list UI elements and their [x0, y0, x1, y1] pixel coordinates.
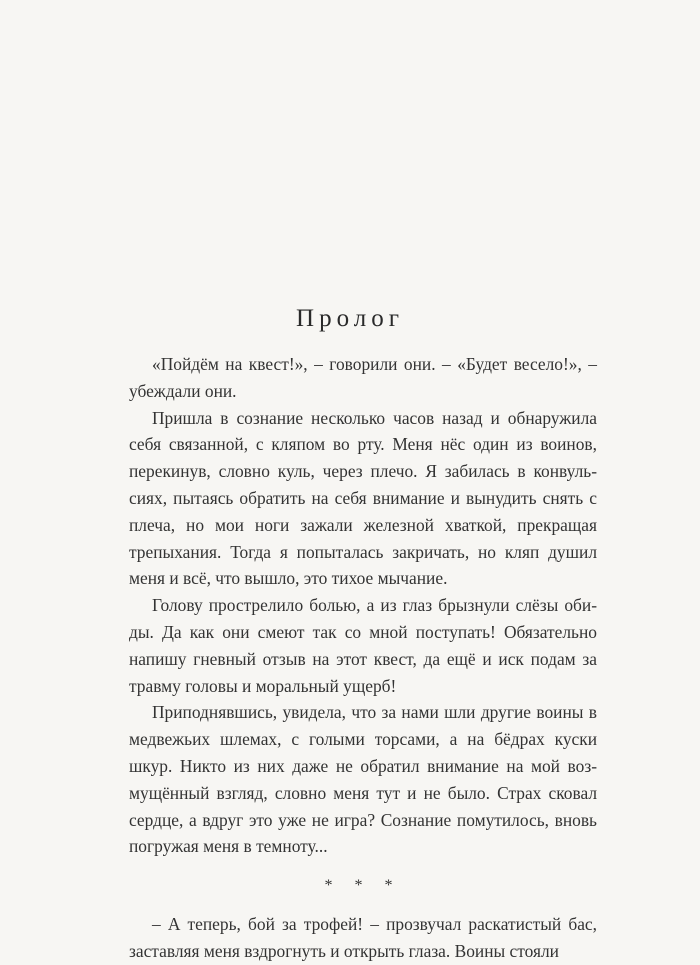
paragraph: Пришла в сознание несколько часов назад и обнаружила себя связанной, с кляпом во рту. Меня нёс один из воинов, перекинув, словно куль, через плечо. Я забилась в конвульсиях, пытаясь обратить на себя внимание и вынудить снять с плеча, но мои ноги зажали железной хваткой, прекращая трепыхания. Тогда я попыталась закричать, но кляп душил меня и всё, что вышло, это тихое мычание.: [129, 407, 597, 589]
paragraph: Голову прострелило болью, а из глаз брызнули слёзы обиды. Да как они смеют так со мной поступать! Обязательно напишу гневный отзыв на этот квест, да ещё и иск подам за травму головы и моральный ущерб!: [129, 595, 597, 696]
paragraph: – А теперь, бой за трофей! – прозвучал раскатистый бас, заставляя меня вздрогнуть и открыть глаза. Воины стояли: [129, 913, 597, 961]
section-separator: * * *: [324, 877, 402, 895]
prose-body: [129, 351, 597, 965]
chapter-title: Пролог: [296, 305, 404, 332]
paragraph: Приподнявшись, увидела, что за нами шли другие воины в медвежьих шлемах, с голыми торсами, а на бёдрах куски шкур. Никто из них даже не обратил внимание на мой возмущённый взгляд, словно меня тут и не было. Страх сковал сердце, а вдруг это уже не игра? Сознание помутилось, вновь погружая меня в темноту...: [129, 702, 597, 857]
paragraph: «Пойдём на квест!», – говорили они. – «Будет весело!», – убеждали они.: [129, 354, 597, 401]
